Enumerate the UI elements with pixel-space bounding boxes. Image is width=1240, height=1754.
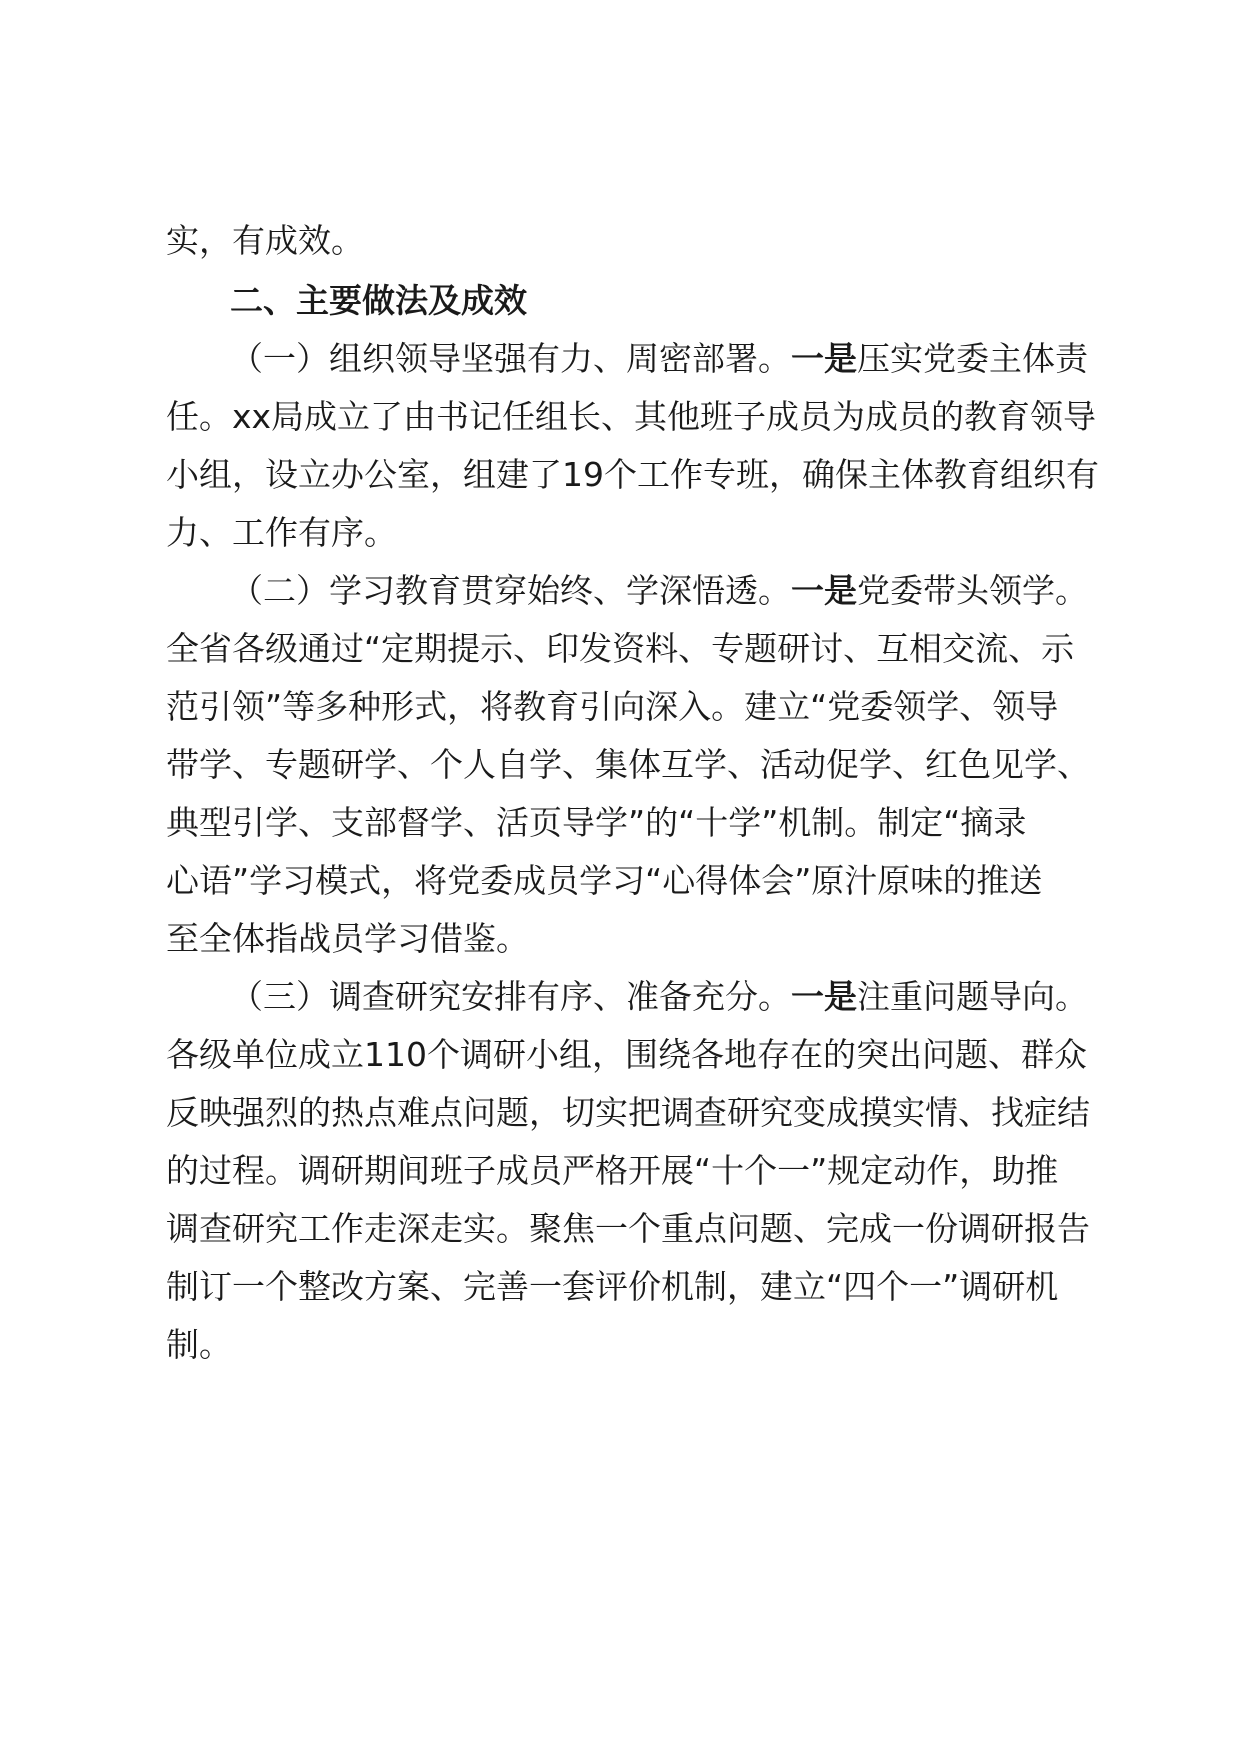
paragraph-line: 实，有成效。 [166, 221, 364, 260]
paragraph-line: 范引领”等多种形式，将教育引向深入。建立“党委领学、领导 [166, 687, 1059, 726]
subsection-title: （二）学习教育贯穿始终、学深悟透。 [230, 571, 791, 610]
section-heading: 二、主要做法及成效 [230, 281, 527, 320]
subsection-title: （三）调查研究安排有序、准备充分。 [230, 977, 791, 1016]
point-text: 注重问题导向。 [857, 977, 1088, 1016]
subsection-title: （一）组织领导坚强有力、周密部署。 [230, 339, 791, 378]
paragraph-line: 制订一个整改方案、完善一套评价机制，建立“四个一”调研机 [166, 1267, 1059, 1306]
subsection-line [230, 339, 1088, 379]
paragraph-line: 典型引学、支部督学、活页导学”的“十学”机制。制定“摘录 [166, 803, 1027, 842]
paragraph-line: 小组，设立办公室，组建了19个工作专班，确保主体教育组织有 [166, 455, 1099, 494]
paragraph-line: 任。xx局成立了由书记任组长、其他班子成员为成员的教育领导 [166, 397, 1097, 436]
subsection-line [230, 977, 1088, 1017]
paragraph-line: 心语”学习模式，将党委成员学习“心得体会”原汁原味的推送 [166, 861, 1043, 900]
subsection-line [230, 571, 1088, 611]
point-marker: 一是 [791, 977, 857, 1016]
paragraph-line: 各级单位成立110个调研小组，围绕各地存在的突出问题、群众 [166, 1035, 1087, 1074]
paragraph-line: 至全体指战员学习借鉴。 [166, 919, 529, 958]
point-text: 压实党委主体责 [857, 339, 1088, 378]
paragraph-line: 全省各级通过“定期提示、印发资料、专题研讨、互相交流、示 [166, 629, 1075, 668]
point-marker: 一是 [791, 571, 857, 610]
paragraph-line: 的过程。调研期间班子成员严格开展“十个一”规定动作，助推 [166, 1151, 1059, 1190]
point-text: 党委带头领学。 [857, 571, 1088, 610]
paragraph-line: 反映强烈的热点难点问题，切实把调查研究变成摸实情、找症结 [166, 1093, 1090, 1132]
paragraph-line: 力、工作有序。 [166, 513, 397, 552]
paragraph-line: 制。 [166, 1325, 232, 1364]
point-marker: 一是 [791, 339, 857, 378]
paragraph-line: 带学、专题研学、个人自学、集体互学、活动促学、红色见学、 [166, 745, 1090, 784]
paragraph-line: 调查研究工作走深走实。聚焦一个重点问题、完成一份调研报告 [166, 1209, 1090, 1248]
